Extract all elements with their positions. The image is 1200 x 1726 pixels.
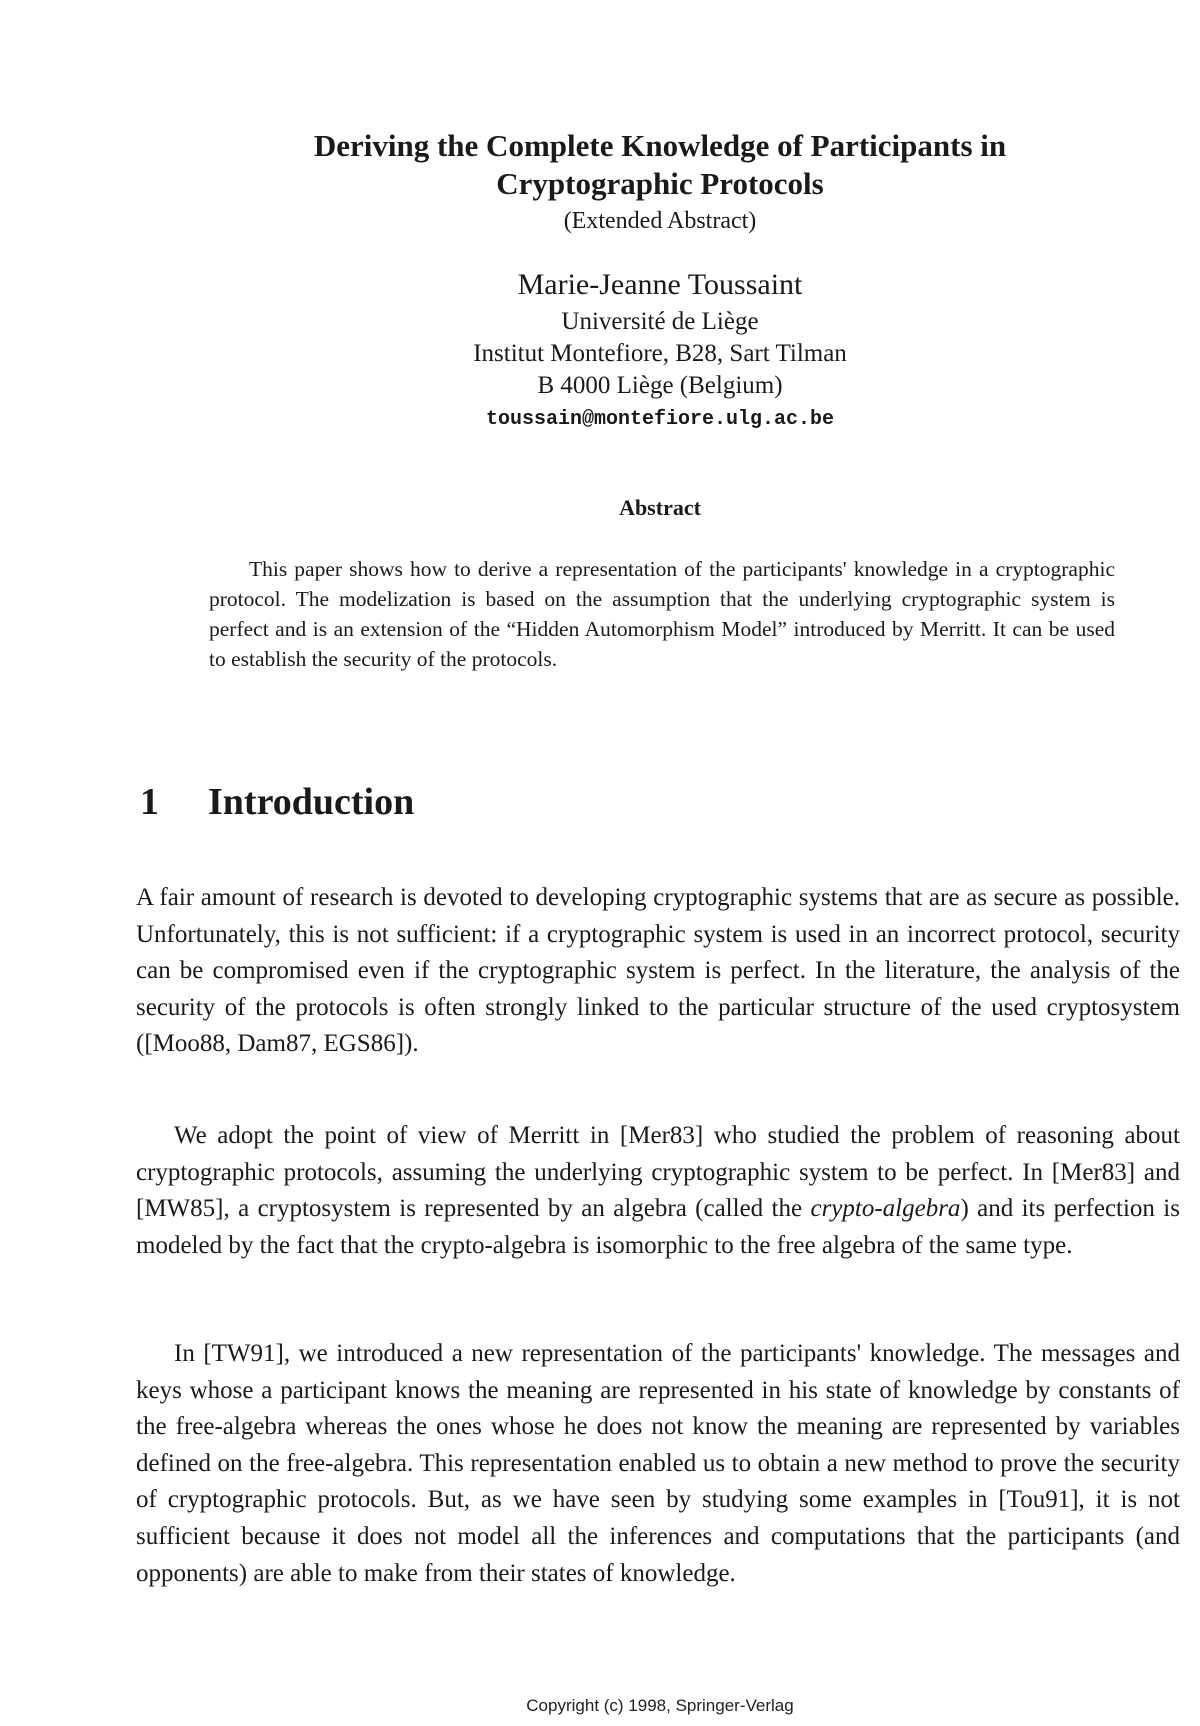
intro-paragraph-1-text: A fair amount of research is devoted to developing cryptographic systems that are as secure as possible. Unfortunately, this is not sufficient: if a cryptographic system is used in an incorrect protocol, security can be compromised even if the cryptographic system is perfect. In the literature, the analysis of the security of the protocols is often strongly linked to the particular structure of the used cryptosystem ([Moo88, Dam87, EGS86]). (136, 884, 1180, 1058)
intro-paragraph-1 (136, 880, 1180, 1063)
intro-paragraph-3 (136, 1336, 1180, 1592)
crypto-algebra-term: crypto-algebra (810, 1195, 961, 1223)
author-email: toussain@montefiore.ulg.ac.be (485, 408, 835, 431)
author-institute: Institut Montefiore, B28, Sart Tilman (473, 340, 847, 367)
section-title: Introduction (208, 781, 415, 823)
abstract-heading: Abstract (619, 495, 701, 520)
paper-title-line-2: Cryptographic Protocols (496, 166, 824, 201)
paper-title-line-1: Deriving the Complete Knowledge of Participants in (313, 128, 1007, 163)
section-heading (140, 780, 414, 824)
intro-paragraph-3-text: In [TW91], we introduced a new representation of the participants' knowledge. The messages and keys whose a participant knows the meaning are represented in his state of knowledge by constants of the free-algebra whereas the ones whose he does not know the meaning are represented by variables defined on the free-algebra. This representation enabled us to obtain a new method to prove the security of cryptographic protocols. But, as we have seen by studying some examples in [Tou91], it is not sufficient because it does not model all the inferences and computations that the participants (and opponents) are able to make from their states of knowledge. (136, 1340, 1180, 1587)
paragraph-2-text-end: ) and its perfection is modeled by the fact that the crypto-algebra is isomorphic to the free algebra of the same type. (136, 1195, 1180, 1259)
author-university: Université de Liège (561, 308, 759, 335)
paragraph-2-text-start: We adopt the point of view of Merritt in [Mer83] who studied the problem of reasoning about cryptographic protocols, assuming the underlying cryptographic system to be perfect. In [Mer83] and [MW85], a cryptosystem is represented by an algebra (called the (136, 1122, 1180, 1223)
intro-paragraph-2-text (136, 1118, 1180, 1264)
abstract-body (209, 554, 1115, 674)
intro-paragraph-2 (136, 1118, 1180, 1264)
abstract-text: This paper shows how to derive a representation of the participants' knowledge in a cryptographic protocol. The modelization is based on the assumption that the underlying cryptographic system is perfect and is an extension of the “Hidden Automorphism Model” introduced by Merritt. It can be used to establish the security of the protocols. (209, 557, 1115, 671)
author-city: B 4000 Liège (Belgium) (537, 372, 783, 399)
paper-subtitle: (Extended Abstract) (563, 208, 757, 234)
section-number: 1 (140, 781, 159, 823)
copyright-footer: Copyright (c) 1998, Springer-Verlag (526, 1696, 794, 1715)
author-name: Marie-Jeanne Toussaint (517, 268, 803, 301)
